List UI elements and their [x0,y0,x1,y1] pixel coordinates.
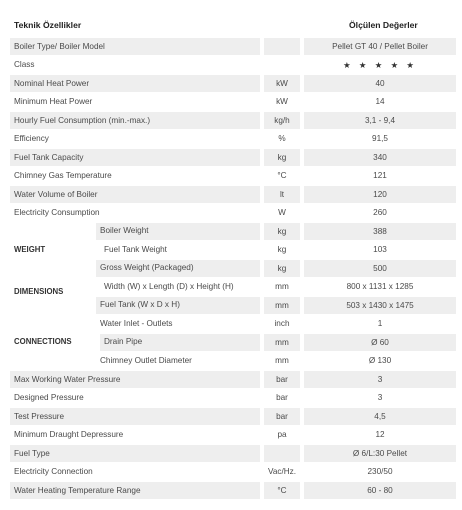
row-label: Water Volume of Boiler [10,186,260,203]
row-value: 500 [304,260,456,277]
table-row [10,186,456,203]
table-row [10,57,456,74]
row-value: 4,5 [304,408,456,425]
row-value: 14 [304,94,456,111]
table-row [10,242,456,259]
group-label-dimensions: DIMENSIONS [10,279,100,296]
table-row [10,464,456,481]
row-value: 103 [304,242,456,259]
row-label: Fuel Type [10,445,260,462]
row-unit: kg/h [264,112,300,129]
row-value: 121 [304,168,456,185]
table-row [10,408,456,425]
header-measured-values: Ölçülen Değerler [349,20,418,30]
table-row [10,75,456,92]
row-value: 1 [304,316,456,333]
row-label: Fuel Tank Capacity [10,149,260,166]
row-unit: inch [264,316,300,333]
row-label: Class [10,57,260,74]
row-label: Fuel Tank (W x D x H) [100,300,180,309]
star-rating: ★ ★ ★ ★ ★ [304,57,456,74]
row-unit: mm [264,297,300,314]
row-unit: W [264,205,300,222]
row-label: Electricity Connection [10,464,260,481]
row-label: Boiler Weight [100,226,149,235]
row-value: 503 x 1430 x 1475 [304,297,456,314]
table-row [10,112,456,129]
row-label: Drain Pipe [104,337,143,346]
row-value: 120 [304,186,456,203]
row-label: Efficiency [10,131,260,148]
row-label: Width (W) x Length (D) x Height (H) [104,281,234,291]
row-unit: kg [264,260,300,277]
table-row [10,168,456,185]
row-label: Minimum Draught Depressure [10,427,260,444]
table-row [10,390,456,407]
row-label: Nominal Heat Power [10,75,260,92]
row-unit: bar [264,371,300,388]
row-value: 340 [304,149,456,166]
row-value: 3 [304,390,456,407]
table-row [10,279,456,296]
row-label: Fuel Tank Weight [104,244,167,254]
row-value: Pellet GT 40 / Pellet Boiler [304,38,456,55]
row-label: Water Inlet - Outlets [100,318,173,328]
row-label: Chimney Gas Temperature [10,168,260,185]
table-row [10,427,456,444]
table-row [10,149,456,166]
row-label: Hourly Fuel Consumption (min.-max.) [10,112,260,129]
row-label: Max Working Water Pressure [10,371,260,388]
row-label: Chimney Outlet Diameter [100,355,192,365]
row-value: 60 - 80 [304,482,456,499]
table-row [10,482,456,499]
table-row [10,297,456,314]
row-unit: bar [264,408,300,425]
group-label-connections: CONNECTIONS [10,334,100,351]
table-row [10,371,456,388]
table-row [10,353,456,370]
row-unit: mm [264,334,300,351]
table-row [10,316,456,333]
row-unit [264,57,300,74]
table-row [10,131,456,148]
row-value: 230/50 [304,464,456,481]
row-unit: mm [264,279,300,296]
row-unit: Vac/Hz. [264,464,300,481]
table-row [10,94,456,111]
row-label: Water Heating Temperature Range [10,482,260,499]
row-label: Electricity Consumption [10,205,260,222]
table-row [10,223,456,240]
row-value: 40 [304,75,456,92]
table-row [10,445,456,462]
row-unit: % [264,131,300,148]
table-header [10,14,456,36]
row-unit: kg [264,242,300,259]
row-unit: bar [264,390,300,407]
row-unit: kg [264,223,300,240]
row-unit: kW [264,94,300,111]
row-value: 260 [304,205,456,222]
row-value: Ø 6/L:30 Pellet [304,445,456,462]
table-row [10,260,456,277]
row-unit: °C [264,482,300,499]
row-value: 3 [304,371,456,388]
spec-sheet [10,14,456,501]
row-unit: °C [264,168,300,185]
row-value: 12 [304,427,456,444]
group-label-weight: WEIGHT [10,242,100,259]
spec-table [10,36,456,501]
table-row [10,38,456,55]
row-unit: kW [264,75,300,92]
row-unit: lt [264,186,300,203]
row-unit [264,38,300,55]
row-label: Test Pressure [10,408,260,425]
row-value: Ø 130 [304,353,456,370]
row-value: 800 x 1131 x 1285 [304,279,456,296]
table-row [10,205,456,222]
header-technical-specs: Teknik Özellikler [14,20,82,30]
row-unit [264,445,300,462]
row-label: Designed Pressure [10,390,260,407]
row-label: Gross Weight (Packaged) [100,263,194,272]
row-value: Ø 60 [304,334,456,351]
row-value: 388 [304,223,456,240]
row-unit: pa [264,427,300,444]
row-value: 3,1 - 9,4 [304,112,456,129]
row-unit: kg [264,149,300,166]
table-row [10,334,456,351]
row-value: 91,5 [304,131,456,148]
row-label: Minimum Heat Power [10,94,260,111]
row-label: Boiler Type/ Boiler Model [10,38,260,55]
row-unit: mm [264,353,300,370]
